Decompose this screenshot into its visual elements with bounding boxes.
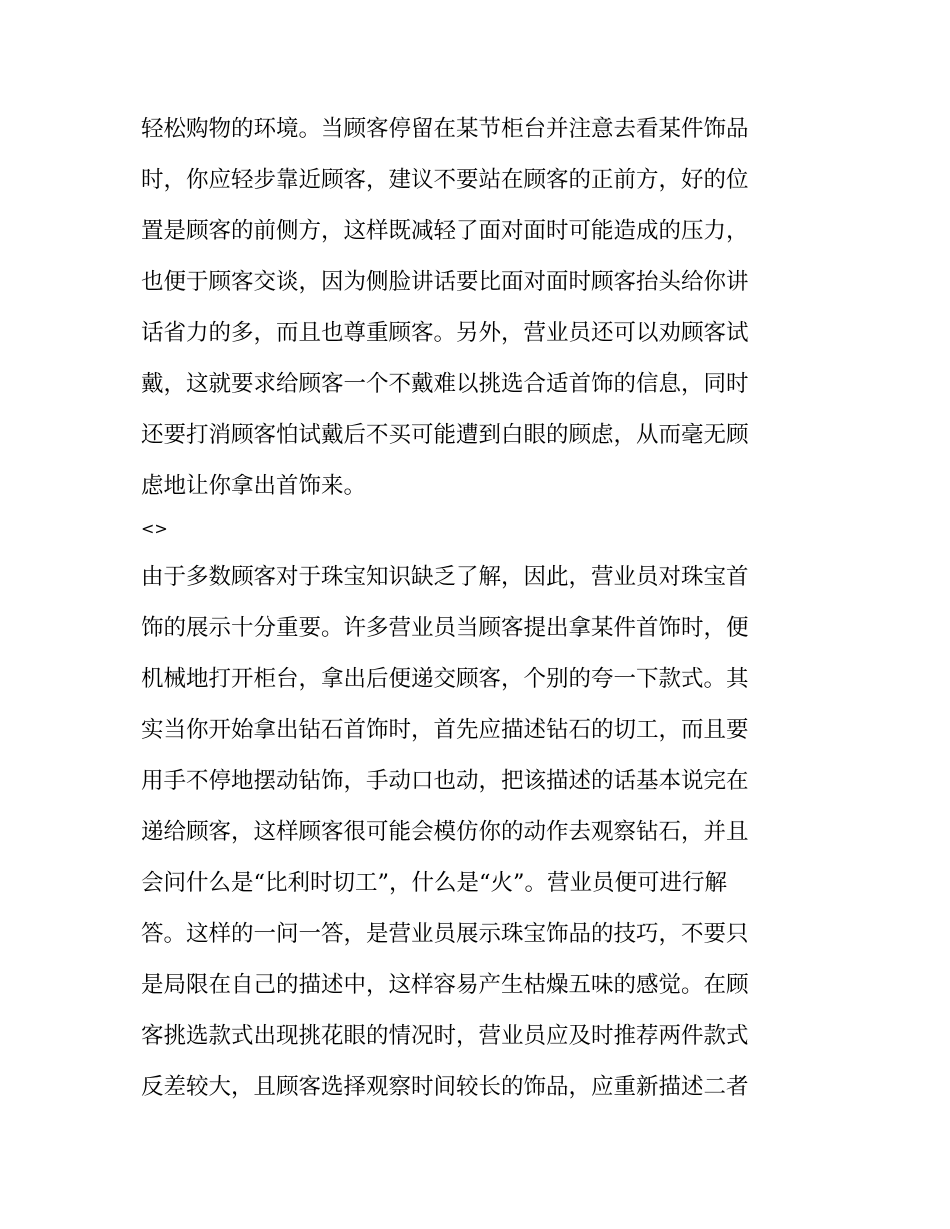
paragraph-line: 机械地打开柜台，拿出后便递交顾客，个别的夸一下款式。其 [141, 666, 749, 692]
paragraph-line: 是局限在自己的描述中，这样容易产生枯燥五味的感觉。在顾 [141, 972, 749, 998]
paragraph-line: 虑地让你拿出首饰来。 [141, 473, 367, 499]
section-marker: <> [141, 519, 168, 538]
paragraph-line: 还要打消顾客怕试戴后不买可能遭到白眼的顾虑，从而毫无顾 [141, 422, 749, 448]
paragraph-line: 会问什么是“比利时切工”，什么是“火”。营业员便可进行解 [141, 870, 728, 896]
paragraph-line: 轻松购物的环境。当顾客停留在某节柜台并注意去看某件饰品 [141, 116, 749, 142]
paragraph-line: 反差较大，且顾客选择观察时间较长的饰品，应重新描述二者 [141, 1074, 749, 1100]
paragraph-line: 饰的展示十分重要。许多营业员当顾客提出拿某件首饰时，便 [141, 615, 749, 641]
paragraph-line: 话省力的多，而且也尊重顾客。另外，营业员还可以劝顾客试 [141, 320, 749, 346]
paragraph-line: 客挑选款式出现挑花眼的情况时，营业员应及时推荐两件款式 [141, 1023, 749, 1049]
paragraph-line: 实当你开始拿出钻石首饰时，首先应描述钻石的切工，而且要 [141, 717, 749, 743]
paragraph-line: 也便于顾客交谈，因为侧脸讲话要比面对面时顾客抬头给你讲 [141, 269, 749, 295]
paragraph-line: 答。这样的一问一答，是营业员展示珠宝饰品的技巧，不要只 [141, 921, 749, 947]
paragraph-line: 递给顾客，这样顾客很可能会模仿你的动作去观察钻石，并且 [141, 819, 749, 845]
paragraph-line: 戴，这就要求给顾客一个不戴难以挑选合适首饰的信息，同时 [141, 371, 749, 397]
paragraph-line: 用手不停地摆动钻饰，手动口也动，把该描述的话基本说完在 [141, 768, 749, 794]
paragraph-line: 由于多数顾客对于珠宝知识缺乏了解，因此，营业员对珠宝首 [141, 564, 749, 590]
paragraph-line: 时，你应轻步靠近顾客，建议不要站在顾客的正前方，好的位 [141, 167, 749, 193]
paragraph-line: 置是顾客的前侧方，这样既减轻了面对面时可能造成的压力， [141, 218, 749, 244]
